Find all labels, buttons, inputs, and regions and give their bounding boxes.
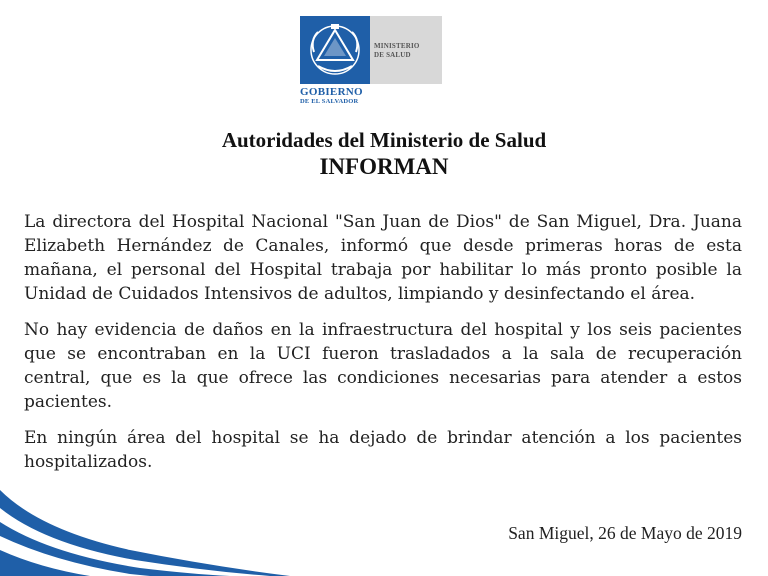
document-title: Autoridades del Ministerio de Salud bbox=[221, 128, 547, 152]
paragraph-1: La directora del Hospital Nacional "San Juan de Dios" de San Miguel, Dra. Juana Elizabeth Hernández de Canales, informó que desde primeras horas de esta mañana, el personal del Hospital trabaja por habilitar lo más pronto posible la Unidad de Cuidados Intensivos de adultos, limpiando y desinfectando el área. bbox=[24, 212, 742, 304]
document-subtitle: INFORMAN bbox=[319, 154, 449, 179]
ministry-name bbox=[374, 42, 420, 60]
paragraph-2: No hay evidencia de daños en la infraestructura del hospital y los seis pacientes que se encontraban en la UCI fueron trasladados a la sala de recuperación central, que es la que ofrece las condiciones necesarias para atender a estos pacientes. bbox=[24, 320, 742, 412]
ministry-line1: MINISTERIO bbox=[374, 42, 420, 50]
government-label: GOBIERNO bbox=[300, 86, 363, 98]
document-body bbox=[24, 210, 742, 486]
ministry-logo bbox=[300, 16, 443, 106]
paragraph-3: En ningún área del hospital se ha dejado de brindar atención a los pacientes hospitalizados. bbox=[24, 428, 742, 472]
flag-wave-decoration bbox=[0, 470, 290, 576]
place-and-date: San Miguel, 26 de Mayo de 2019 bbox=[508, 523, 742, 543]
coat-of-arms-emblem bbox=[300, 16, 370, 84]
ministry-line2: DE SALUD bbox=[374, 51, 411, 59]
country-label: DE EL SALVADOR bbox=[300, 98, 359, 105]
